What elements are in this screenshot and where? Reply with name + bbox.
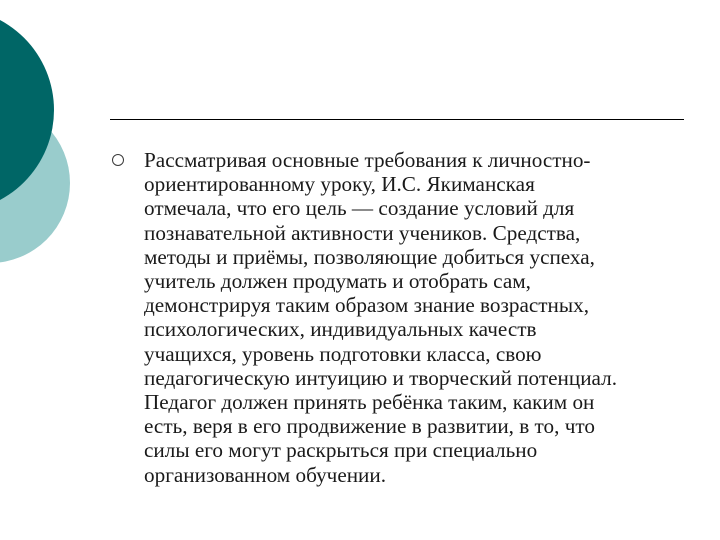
bullet-item	[112, 148, 692, 487]
body-paragraph: Рассматривая основные требования к личностно- ориентированному уроку, И.С. Якиманская отмечала, что его цель — создание условий для познавательной активности учеников. Средства, методы и приёмы, позволяющие добиться успеха, учитель должен продумать и отобрать сам, демонстрируя таким образом знание возрастных, психологических, индивидуальных качеств учащихся, уровень подготовки класса, свою педагогическую интуицию и творческий потенциал. Педагог должен принять ребёнка таким, каким он есть, веря в его продвижение в развитии, в то, что силы его могут раскрыться при специально организованном обучении.	[144, 148, 617, 487]
horizontal-rule	[110, 119, 684, 120]
hollow-circle-bullet-icon	[112, 154, 124, 166]
